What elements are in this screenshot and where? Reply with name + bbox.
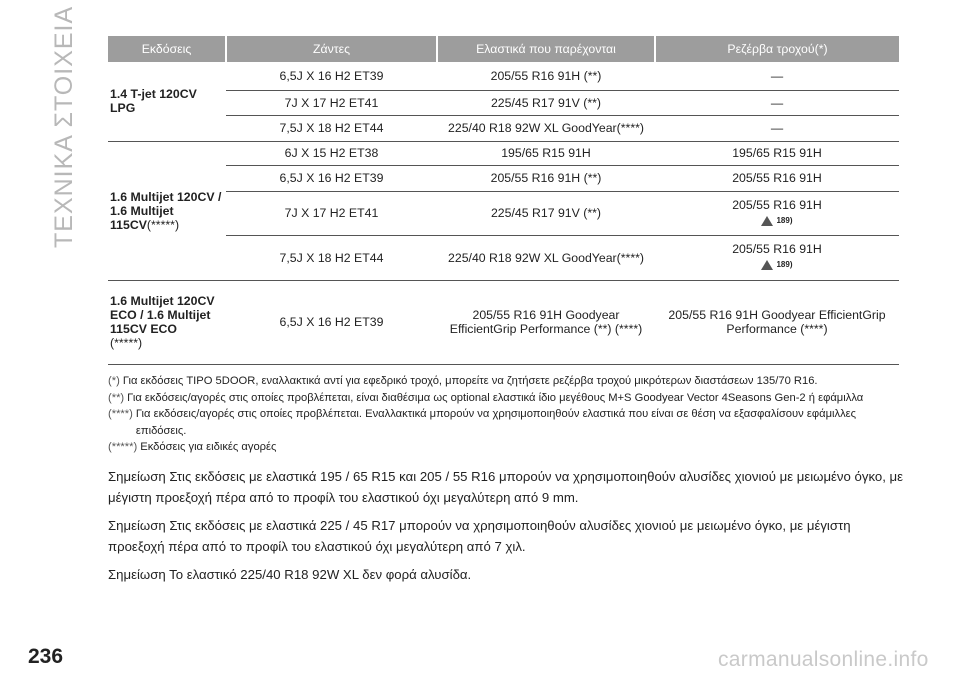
footnote-mark: (*****) (108, 441, 138, 453)
rim-cell: 6,5J X 16 H2 ET39 (226, 165, 437, 191)
section-side-title: ΤΕΧΝΙΚΑ ΣΤΟΙΧΕΙΑ (50, 5, 78, 248)
spare-value: 205/55 R16 91H (732, 242, 822, 256)
footnote-text: Εκδόσεις για ειδικές αγορές (140, 441, 277, 453)
tyre-cell: 225/40 R18 92W XL GoodYear(****) (437, 115, 655, 141)
tyre-cell: 225/45 R17 91V (**) (437, 90, 655, 115)
note-paragraph: Σημείωση Στις εκδόσεις με ελαστικά 195 / 65 R15 και 205 / 55 R16 μπορούν να χρησιμοποιηθούν αλυσίδες χιονιού με μειωμένο όγκο, με μέγιστη προεξοχή πέρα από το προφίλ του ελαστικού όχι μεγαλύτερη από 9 mm. (108, 469, 904, 505)
spare-cell (655, 235, 899, 280)
note-paragraph: Σημείωση Το ελαστικό 225/40 R18 92W XL δεν φορά αλυσίδα. (108, 567, 472, 582)
footnote (108, 373, 908, 390)
footnote-mark: (****) (108, 408, 133, 420)
warning-triangle-icon (761, 260, 773, 270)
tyre-cell: 205/55 R16 91H (**) (437, 165, 655, 191)
version-label: 1.6 Multijet 120CV / 1.6 Multijet 115CV (110, 189, 222, 232)
rim-cell: 7J X 17 H2 ET41 (226, 191, 437, 235)
rim-cell: 6,5J X 16 H2 ET39 (226, 62, 437, 90)
warning-note (761, 214, 792, 228)
tyre-cell: 195/65 R15 91H (437, 141, 655, 165)
table-row (108, 280, 899, 364)
tyre-cell: 225/40 R18 92W XL GoodYear(****) (437, 235, 655, 280)
table-row (108, 141, 899, 165)
footnote-mark: (*) (108, 375, 120, 387)
header-spare: Ρεζέρβα τροχού(*) (655, 36, 899, 62)
note-paragraph: Σημείωση Στις εκδόσεις με ελαστικά 225 / 45 R17 μπορούν να χρησιμοποιηθούν αλυσίδες χιονιού με μειωμένο όγκο, με μέγιστη προεξοχή πέρα από το προφίλ του ελαστικού όχι μεγαλύτερη από 7 χιλ. (108, 518, 851, 554)
page-number: 236 (28, 645, 64, 668)
footnotes (108, 373, 908, 456)
footnote (108, 406, 908, 439)
notes-section (108, 466, 908, 592)
version-suffix: (*****) (146, 217, 180, 232)
tyre-cell: 205/55 R16 91H (**) (437, 62, 655, 90)
version-cell (108, 62, 226, 141)
rim-cell: 7J X 17 H2 ET41 (226, 90, 437, 115)
spare-value: 205/55 R16 91H (732, 197, 822, 212)
rim-cell: 6J X 15 H2 ET38 (226, 141, 437, 165)
tyre-spec-table (108, 36, 899, 365)
table-row (108, 62, 899, 90)
footnote-text: Για εκδόσεις/αγορές στις οποίες προβλέπεται. Εναλλακτικά μπορούν να χρησιμοποιηθούν ελαστικά που είναι σε θέση να εξασφαλίσουν εφάμιλλες επιδόσεις. (135, 408, 857, 437)
table-row (108, 115, 899, 141)
table-row (108, 90, 899, 115)
rim-cell: 6,5J X 16 H2 ET39 (226, 280, 437, 364)
header-versions: Εκδόσεις (108, 36, 226, 62)
footnote (108, 390, 908, 407)
tyre-cell: 225/45 R17 91V (**) (437, 191, 655, 235)
footnote-text: Για εκδόσεις TIPO 5DOOR, εναλλακτικά αντί για εφεδρικό τροχό, μπορείτε να ζητήσετε ρεζέρβα τροχού μικρότερων διαστάσεων 135/70 R16. (122, 375, 818, 387)
spare-cell: 195/65 R15 91H (655, 141, 899, 165)
spare-cell: — (655, 62, 899, 90)
version-label: 1.4 T-jet 120CV LPG (110, 87, 197, 116)
warning-note (761, 258, 792, 272)
spare-cell: 205/55 R16 91H Goodyear EfficientGrip Performance (****) (655, 280, 899, 364)
header-tyres: Ελαστικά που παρέχονται (437, 36, 655, 62)
spare-cell (655, 191, 899, 235)
table-row (108, 191, 899, 235)
watermark: carmanualsonline.info (718, 648, 929, 671)
warning-triangle-icon (761, 216, 773, 226)
rim-cell: 7,5J X 18 H2 ET44 (226, 115, 437, 141)
warning-ref: 189) (776, 215, 793, 225)
tyre-cell: 205/55 R16 91H Goodyear EfficientGrip Performance (**) (****) (437, 280, 655, 364)
version-label: 1.6 Multijet 120CV ECO / 1.6 Multijet 115CV ECO (110, 294, 215, 336)
spare-cell: 205/55 R16 91H (655, 165, 899, 191)
version-cell (108, 280, 226, 364)
warning-ref: 189) (776, 260, 793, 269)
table-row (108, 165, 899, 191)
version-suffix: (*****) (110, 336, 143, 350)
footnote-mark: (**) (108, 391, 125, 404)
header-rims: Ζάντες (226, 36, 437, 62)
table-row (108, 235, 899, 280)
table-header-row (108, 36, 899, 62)
rim-cell: 7,5J X 18 H2 ET44 (226, 235, 437, 280)
spare-cell: — (655, 115, 899, 141)
footnote (108, 439, 908, 456)
version-cell (108, 141, 226, 280)
footnote-text: Για εκδόσεις/αγορές στις οποίες προβλέπεται, είναι διαθέσιμα ως optional ελαστικά ίδιο μεγέθους M+S Goodyear Vector 4Seasons Gen-2 ή εφάμιλλα (127, 391, 864, 404)
spare-cell: — (655, 90, 899, 115)
